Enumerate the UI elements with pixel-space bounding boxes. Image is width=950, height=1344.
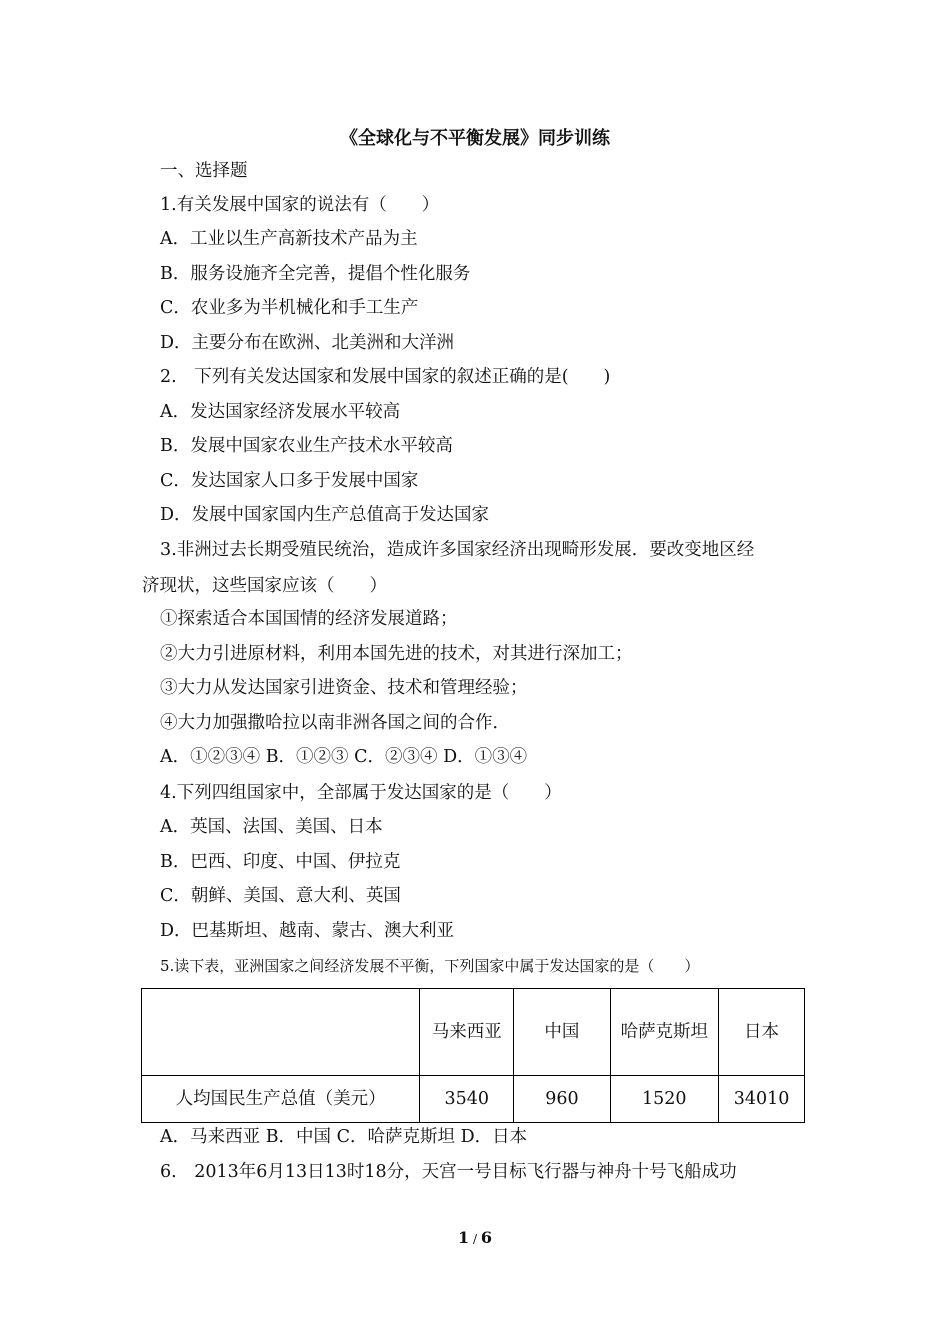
table-cell: 34010: [719, 1076, 805, 1123]
q1-option-c: C．农业多为半机械化和手工生产: [160, 298, 419, 318]
page-number: [0, 1228, 950, 1247]
q4-option-b: B．巴西、印度、中国、伊拉克: [160, 852, 401, 872]
q2-option-b: B．发展中国家农业生产技术水平较高: [160, 436, 453, 456]
q4-option-c: C．朝鲜、美国、意大利、英国: [160, 886, 401, 906]
q4-option-a: A．英国、法国、美国、日本: [160, 817, 383, 837]
table-cell: 960: [514, 1076, 610, 1123]
table-header-cell: 中国: [514, 989, 610, 1076]
table-cell: 1520: [610, 1076, 719, 1123]
current-page: 1: [458, 1228, 470, 1247]
page-title: 《全球化与不平衡发展》同步训练: [340, 128, 610, 149]
q2-option-c: C．发达国家人口多于发展中国家: [160, 471, 419, 491]
table-header-cell: 哈萨克斯坦: [610, 989, 719, 1076]
section-heading: 一、选择题: [160, 161, 248, 181]
table-row-label: 人均国民生产总值（美元）: [142, 1076, 420, 1123]
q1-option-b: B．服务设施齐全完善，提倡个性化服务: [160, 264, 471, 284]
table-header-cell: 日本: [719, 989, 805, 1076]
page-separator: /: [469, 1232, 481, 1246]
q3-item-3: ③大力从发达国家引进资金、技术和管理经验；: [160, 678, 528, 698]
total-pages: 6: [480, 1228, 492, 1247]
table-header-cell: 马来西亚: [420, 989, 514, 1076]
q3-stem-line1: 3.非洲过去长期受殖民统治，造成许多国家经济出现畸形发展．要改变地区经: [160, 540, 755, 560]
table-cell: 3540: [420, 1076, 514, 1123]
q3-options: A．①②③④ B．①②③ C．②③④ D．①③④: [160, 747, 528, 767]
q5-options: A．马来西亚 B．中国 C．哈萨克斯坦 D．日本: [160, 1127, 528, 1147]
q3-item-4: ④大力加强撒哈拉以南非洲各国之间的合作．: [160, 713, 510, 733]
q2-option-d: D．发展中国家国内生产总值高于发达国家: [160, 505, 490, 525]
q1-option-d: D．主要分布在欧洲、北美洲和大洋洲: [160, 333, 455, 353]
q2-stem: 2. 下列有关发达国家和发展中国家的叙述正确的是( ): [160, 367, 611, 387]
q3-item-1: ①探索适合本国国情的经济发展道路；: [160, 609, 458, 629]
q2-option-a: A．发达国家经济发展水平较高: [160, 402, 401, 422]
q1-stem: 1.有关发展中国家的说法有（ ）: [160, 195, 440, 215]
q3-stem-line2: 济现状，这些国家应该（ ）: [142, 576, 387, 596]
q4-stem: 4.下列四组国家中，全部属于发达国家的是（ ）: [160, 783, 562, 803]
q5-stem: 5.读下表，亚洲国家之间经济发展不平衡，下列国家中属于发达国家的是（ ）: [160, 957, 700, 975]
table-header-row: [142, 989, 805, 1076]
table-row: [142, 1076, 805, 1123]
q3-item-2: ②大力引进原材料，利用本国先进的技术，对其进行深加工；: [160, 644, 633, 664]
q6-stem: 6. 2013年6月13日13时18分，天宫一号目标飞行器与神舟十号飞船成功: [160, 1162, 737, 1182]
gnp-table: [141, 988, 805, 1123]
q1-option-a: A．工业以生产高新技术产品为主: [160, 229, 418, 249]
q4-option-d: D．巴基斯坦、越南、蒙古、澳大利亚: [160, 921, 455, 941]
table-corner-cell: [142, 989, 420, 1076]
